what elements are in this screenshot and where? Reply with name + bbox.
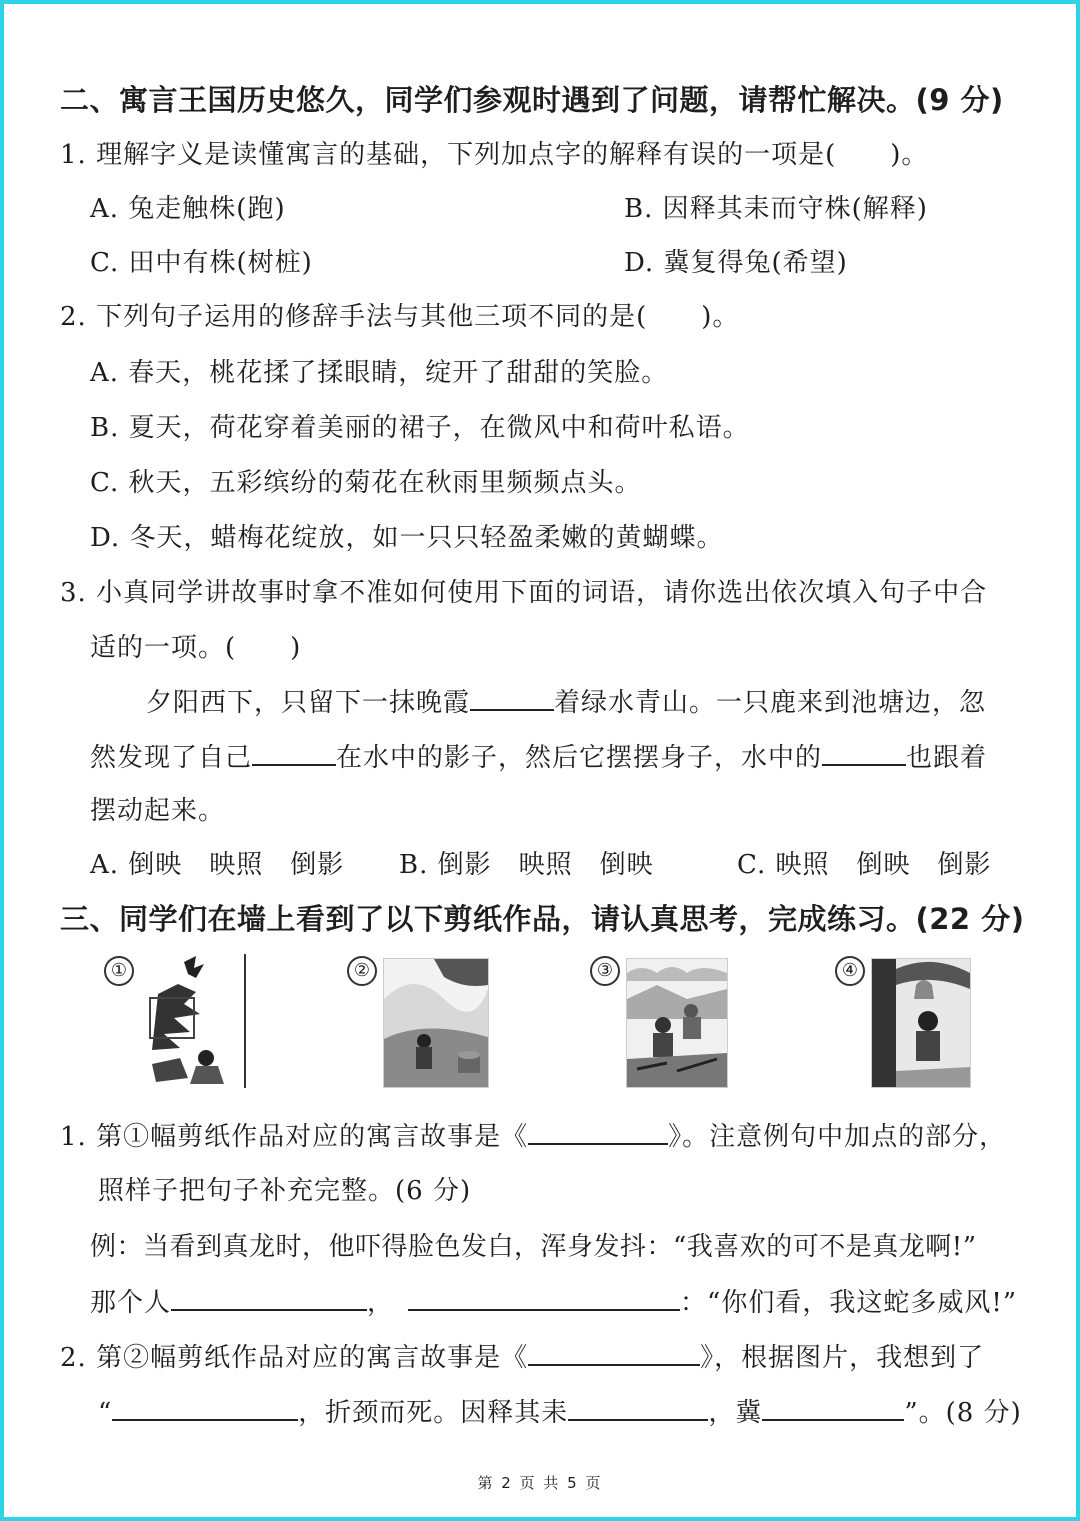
q2-option-a: A. 春天，桃花揉了揉眼睛，绽开了甜甜的笑脸。 [90, 358, 669, 388]
answer-blank[interactable] [112, 1418, 298, 1421]
quote-text: ，折颈而死。因释其耒 [298, 1398, 569, 1428]
story-title-blank[interactable] [528, 1363, 700, 1366]
s3-q2-line2 [98, 1392, 1022, 1429]
s3-q1-stem-text: 1. 第①幅剪纸作品对应的寓言故事是《 [60, 1122, 529, 1152]
q2-stem: 2. 下列句子运用的修辞手法与其他三项不同的是( )。 [60, 302, 740, 332]
figure-divider [244, 954, 246, 1088]
answer-blank[interactable] [568, 1418, 708, 1421]
answer-blank[interactable] [762, 1418, 904, 1421]
passage-text: 然发现了自己 [90, 743, 253, 773]
figure-3-label: ③ [590, 956, 620, 986]
q3-passage-line3: 摆动起来。 [90, 796, 226, 826]
bell-papercut-icon [871, 958, 971, 1088]
answer-blank[interactable] [252, 763, 336, 766]
q3-option-a: A. 倒映 映照 倒影 [90, 850, 345, 880]
q3-stem-line1: 3. 小真同学讲故事时拿不准如何使用下面的词语，请你选出依次填入句子中合 [60, 578, 988, 608]
story-title-blank[interactable] [528, 1142, 668, 1145]
q1-option-d: D. 冀复得兔(希望) [624, 248, 848, 278]
fill-text: 那个人 [90, 1288, 172, 1318]
s3-q2-stem-text: 2. 第②幅剪纸作品对应的寓言故事是《 [60, 1343, 529, 1373]
q1-option-c: C. 田中有株(树桩) [90, 248, 313, 278]
answer-blank[interactable] [171, 1308, 367, 1311]
q3-stem-line2: 适的一项。( ) [90, 633, 302, 663]
figure-1-label: ① [104, 956, 134, 986]
dragon-papercut-icon [144, 954, 232, 1088]
page-footer: 第 2 页 共 5 页 [477, 1474, 603, 1492]
q1-option-b: B. 因释其耒而守株(解释) [624, 194, 928, 224]
q1-option-a: A. 兔走触株(跑) [90, 194, 286, 224]
q3-option-c: C. 映照 倒映 倒影 [737, 850, 992, 880]
answer-blank[interactable] [822, 763, 906, 766]
answer-blank[interactable] [408, 1308, 680, 1311]
q3-passage-line2 [90, 737, 987, 774]
answer-blank[interactable] [470, 708, 554, 711]
fill-text: ， [367, 1288, 395, 1318]
tree-stump-papercut-icon [383, 958, 489, 1088]
farm-papercut-icon [626, 958, 728, 1088]
s3-q1-stem-text: 》。注意例句中加点的部分， [668, 1122, 1007, 1152]
q2-option-c: C. 秋天，五彩缤纷的菊花在秋雨里频频点头。 [90, 468, 642, 498]
q2-option-d: D. 冬天，蜡梅花绽放，如一只只轻盈柔嫩的黄蝴蝶。 [90, 523, 724, 553]
passage-text: 也跟着 [906, 743, 988, 773]
s3-q1-fill-line [90, 1282, 1017, 1319]
quote-text: “ [98, 1398, 113, 1428]
figure-4-label: ④ [835, 956, 865, 986]
quote-text: ”。(8 分) [904, 1398, 1022, 1428]
figure-2-label: ② [347, 956, 377, 986]
fill-text: ：“你们看，我这蛇多威风!” [680, 1288, 1018, 1318]
q1-stem: 1. 理解字义是读懂寓言的基础，下列加点字的解释有误的一项是( )。 [60, 140, 929, 170]
passage-text: 在水中的影子，然后它摆摆身子，水中的 [336, 743, 823, 773]
section-2-heading: 二、寓言王国历史悠久，同学们参观时遇到了问题，请帮忙解决。(9 分) [60, 83, 1004, 117]
section-3-heading: 三、同学们在墙上看到了以下剪纸作品，请认真思考，完成练习。(22 分) [60, 902, 1025, 936]
s3-q2-stem-text: 》，根据图片，我想到了 [700, 1343, 985, 1373]
s3-q1-example: 例：当看到真龙时，他吓得脸色发白，浑身发抖：“我喜欢的可不是真龙啊!” [90, 1232, 977, 1262]
quote-text: ，冀 [708, 1398, 763, 1428]
passage-text: 夕阳西下，只留下一抹晚霞 [146, 688, 471, 718]
q2-option-b: B. 夏天，荷花穿着美丽的裙子，在微风中和荷叶私语。 [90, 413, 750, 443]
passage-text: 着绿水青山。一只鹿来到池塘边，忽 [554, 688, 987, 718]
s3-q1-stem-line1 [60, 1116, 1006, 1153]
s3-q2-stem-line1 [60, 1337, 984, 1374]
q3-option-b: B. 倒影 映照 倒映 [399, 850, 654, 880]
s3-q1-stem-line2: 照样子把句子补充完整。(6 分) [98, 1176, 472, 1206]
q3-passage-line1 [146, 682, 986, 719]
